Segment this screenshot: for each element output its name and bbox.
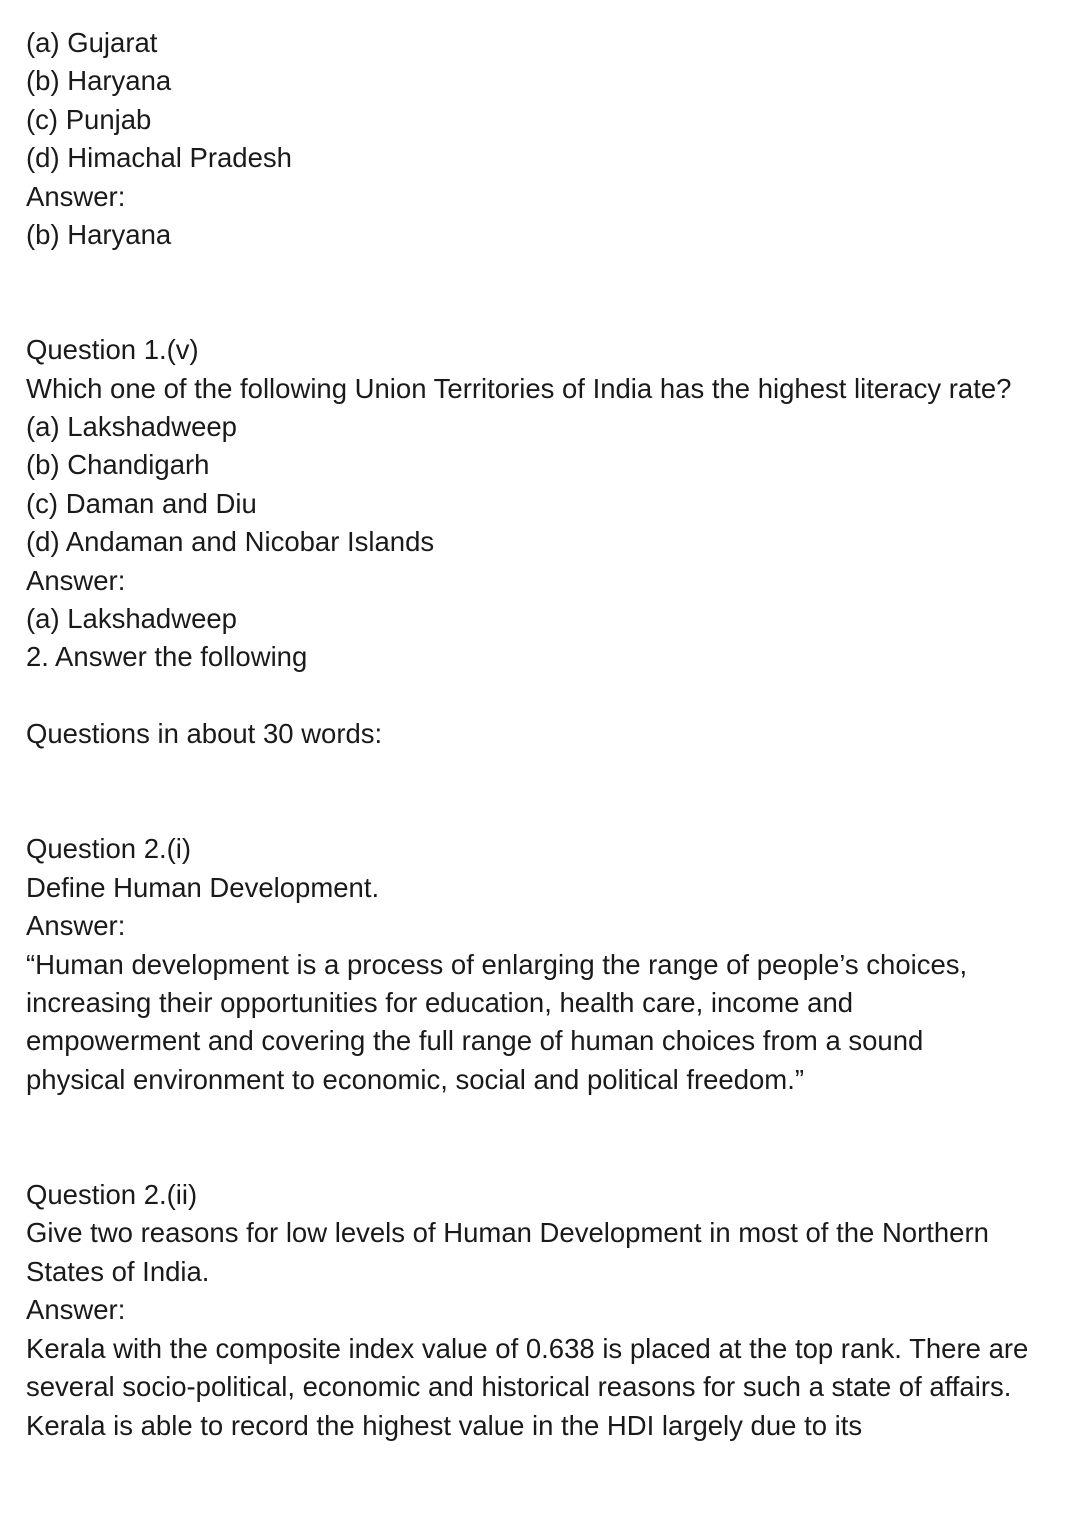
answer-text: “Human development is a process of enlarging the range of people’s choices, increasing their opportunities for education, health care, income and empowerment and covering the full range of human choices from a sound physical environment to economic, social and political freedom.” xyxy=(26,948,968,1095)
option-b: (b) Chandigarh xyxy=(26,449,210,481)
spacer xyxy=(26,293,1056,331)
spacer xyxy=(26,1138,1056,1176)
option-b: (b) Haryana xyxy=(26,65,172,97)
option-d: (d) Himachal Pradesh xyxy=(26,142,292,174)
answer-label: Answer: xyxy=(26,564,126,596)
option-d: (d) Andaman and Nicobar Islands xyxy=(26,526,435,558)
section-subheading: Questions in about 30 words: xyxy=(26,718,383,750)
option-a: (a) Lakshadweep xyxy=(26,411,237,443)
document-page xyxy=(26,24,1056,1445)
spacer xyxy=(26,754,1056,792)
option-c: (c) Punjab xyxy=(26,103,152,135)
question-text: Define Human Development. xyxy=(26,871,380,903)
question-heading: Question 2.(i) xyxy=(26,833,192,865)
answer-label: Answer: xyxy=(26,180,126,212)
section-heading: 2. Answer the following xyxy=(26,641,308,673)
option-c: (c) Daman and Diu xyxy=(26,487,257,519)
answer-label: Answer: xyxy=(26,910,126,942)
answer-text: (a) Lakshadweep xyxy=(26,603,237,635)
answer-text: (b) Haryana xyxy=(26,219,172,251)
spacer xyxy=(26,792,1056,830)
spacer xyxy=(26,254,1056,292)
question-text: Which one of the following Union Territories of India has the highest literacy rate? xyxy=(26,372,1012,404)
question-heading: Question 2.(ii) xyxy=(26,1179,198,1211)
question-text: Give two reasons for low levels of Human Development in most of the Northern States of India. xyxy=(26,1217,989,1287)
spacer xyxy=(26,677,1056,715)
answer-label: Answer: xyxy=(26,1294,126,1326)
option-a: (a) Gujarat xyxy=(26,27,158,58)
question-heading: Question 1.(v) xyxy=(26,334,199,366)
spacer xyxy=(26,1099,1056,1137)
answer-text: Kerala with the composite index value of 0.638 is placed at the top rank. There are several socio-political, economic and historical reasons for such a state of affairs. Kerala is able to record the highest value in the HDI largely due to its xyxy=(26,1332,1029,1441)
